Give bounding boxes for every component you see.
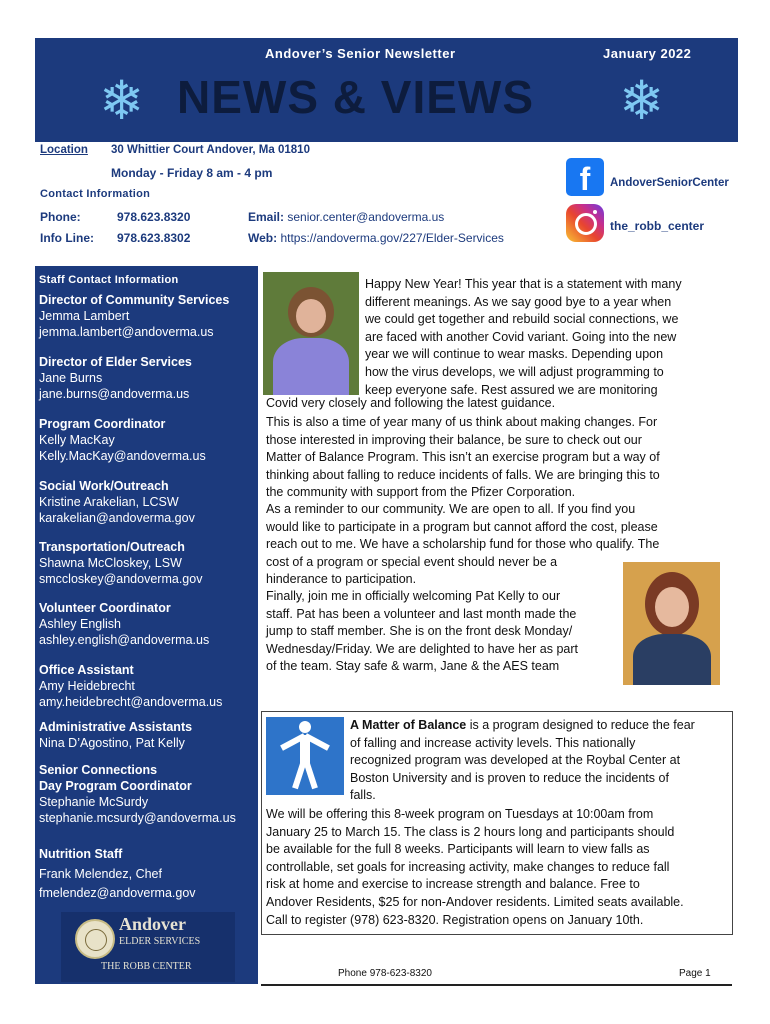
staff-role: Day Program Coordinator (39, 779, 192, 793)
matter-of-balance-box (261, 711, 733, 935)
staff-name: Jemma Lambert (39, 309, 130, 323)
staff-name: Jane Burns (39, 371, 103, 385)
town-seal-icon (75, 919, 115, 959)
location-address: 30 Whittier Court Andover, Ma 01810 (111, 144, 310, 156)
staff-sidebar (35, 266, 258, 984)
director-photo (263, 272, 359, 395)
robb-center-logo (61, 912, 235, 982)
staff-entry (39, 354, 192, 402)
snowflake-icon: ❄ (99, 71, 145, 131)
staff-role: Program Coordinator (39, 417, 166, 431)
staff-photo-pat-kelly (623, 562, 720, 685)
staff-role: Volunteer Coordinator (39, 601, 171, 615)
staff-role: Social Work/Outreach (39, 479, 169, 493)
staff-entry (39, 662, 222, 710)
letter-paragraph-2: This is also a time of year many of us think about making changes. For those interested in improving their balance, be sure to check out our Matter of Balance Program. This isn’t an exercise program but a way of thinking about falling to reduce incidents of falls. We are bringing this to the community with support from the Pfizer Corporation. (266, 415, 660, 500)
logo-center-name: THE ROBB CENTER (101, 961, 192, 972)
staff-role: Director of Elder Services (39, 355, 192, 369)
facebook-handle[interactable]: AndoverSeniorCenter (610, 177, 729, 189)
instagram-icon[interactable] (566, 204, 604, 242)
web-label: Web: (248, 231, 278, 245)
staff-role: Administrative Assistants (39, 720, 193, 734)
staff-name: Kelly MacKay (39, 433, 115, 447)
newsletter-title: NEWS & VIEWS (177, 71, 535, 123)
issue-date: January 2022 (603, 46, 692, 61)
snowflake-icon: ❄ (619, 71, 665, 131)
staff-email[interactable]: amy.heidebrecht@andoverma.us (39, 695, 223, 709)
logo-subtitle: ELDER SERVICES (119, 936, 201, 947)
footer-phone: Phone 978-623-8320 (338, 968, 432, 979)
phone-number[interactable]: 978.623.8320 (117, 210, 191, 224)
balance-figure-icon (266, 717, 344, 795)
contact-band (35, 142, 738, 266)
staff-title: Staff Contact Information (39, 274, 179, 286)
letter-paragraph-3: As a reminder to our community. We are open to all. If you find you would like to participate in a program but cannot afford the cost, please reach out to me. We have a scholarship fund for those who qualify. The cost of a program or special event should never be a hinderance to participation. (266, 502, 660, 587)
staff-entry (39, 762, 236, 826)
staff-name: Amy Heidebrecht (39, 679, 135, 693)
staff-email[interactable]: jane.burns@andoverma.us (39, 387, 190, 401)
infoline-label: Info Line: (40, 231, 94, 245)
facebook-icon[interactable]: f (566, 158, 604, 196)
staff-email[interactable]: karakelian@andoverma.gov (39, 511, 195, 525)
web-link[interactable]: https://andoverma.gov/227/Elder-Services (280, 231, 504, 245)
staff-entry (39, 292, 229, 340)
page-number: Page 1 (679, 968, 711, 979)
letter-paragraph-1: Happy New Year! This year that is a statement with many different meanings. As we say good bye to a year when we could get together and rebuild social connections, we are faced with another Covid variant. Going into the new year we will continue to wear masks. Depending upon how the virus develops, we will adjust programming to keep everyone safe. Rest assured we are monitoring (365, 277, 682, 397)
staff-entry (39, 478, 195, 526)
staff-email[interactable]: smccloskey@andoverma.gov (39, 572, 203, 586)
staff-role: Office Assistant (39, 663, 134, 677)
staff-email[interactable]: fmelendez@andoverma.gov (39, 886, 196, 900)
email-label: Email: (248, 210, 285, 224)
logo-name: Andover (119, 914, 186, 934)
staff-email[interactable]: jemma.lambert@andoverma.us (39, 325, 214, 339)
office-hours: Monday - Friday 8 am - 4 pm (111, 166, 273, 180)
letter-paragraph-4: Finally, join me in officially welcoming Pat Kelly to our staff. Pat has been a volunteer and last month made the jump to staff member. She is on the front desk Monday/ Wednesday/Friday. We are delighted to have her as part of the team. Stay safe & warm, Jane & the AES team (266, 589, 578, 674)
balance-intro: A Matter of Balance is a program designed to reduce the fear of falling and increase activity levels. This nationally recognized program was developed at the Roybal Center at Boston University and is proven to reduce the incidents of falls. (350, 718, 695, 803)
newsletter-name: Andover’s Senior Newsletter (265, 46, 456, 61)
email-link[interactable]: senior.center@andoverma.us (287, 210, 445, 224)
staff-role: Senior Connections (39, 763, 158, 777)
staff-entry (39, 539, 202, 587)
staff-email[interactable]: Kelly.MacKay@andoverma.us (39, 449, 206, 463)
instagram-handle[interactable]: the_robb_center (610, 219, 705, 233)
balance-heading: A Matter of Balance (350, 718, 467, 732)
staff-name: Frank Melendez, Chef (39, 867, 162, 881)
staff-name: Shawna McCloskey, LSW (39, 556, 182, 570)
staff-entry (39, 719, 192, 751)
staff-entry (39, 416, 206, 464)
staff-role: Nutrition Staff (39, 847, 123, 861)
staff-email[interactable]: ashley.english@andoverma.us (39, 633, 210, 647)
staff-email[interactable]: stephanie.mcsurdy@andoverma.us (39, 811, 236, 825)
staff-role: Transportation/Outreach (39, 540, 185, 554)
staff-name: Kristine Arakelian, LCSW (39, 495, 179, 509)
staff-name: Stephanie McSurdy (39, 795, 149, 809)
newsletter-header (35, 38, 738, 266)
letter-paragraph-1-tail: Covid very closely and following the latest guidance. (266, 396, 556, 410)
infoline-number[interactable]: 978.623.8302 (117, 231, 191, 245)
staff-role: Director of Community Services (39, 293, 230, 307)
contact-info-label: Contact Information (40, 188, 151, 200)
staff-entry (39, 600, 209, 648)
phone-label: Phone: (40, 210, 81, 224)
balance-details: We will be offering this 8-week program on Tuesdays at 10:00am from January 25 to March 15. The class is 2 hours long and participants should be available for the full 8 weeks. Participants will learn to view falls as controllable, set goals for increasing activity, make changes to reduce fall risk at home and exercise to increase strength and balance. Free to Andover Residents, $25 for non-Andover residents. Limited seats available. Call to register (978) 623-8320. Registration opens on January 10th. (266, 807, 684, 927)
location-label: Location (40, 144, 88, 156)
email-line (248, 210, 444, 224)
footer-divider (261, 984, 732, 986)
staff-name: Ashley English (39, 617, 121, 631)
staff-entry (39, 846, 196, 901)
staff-name: Nina D’Agostino, Pat Kelly (39, 736, 185, 750)
web-line (248, 231, 504, 245)
